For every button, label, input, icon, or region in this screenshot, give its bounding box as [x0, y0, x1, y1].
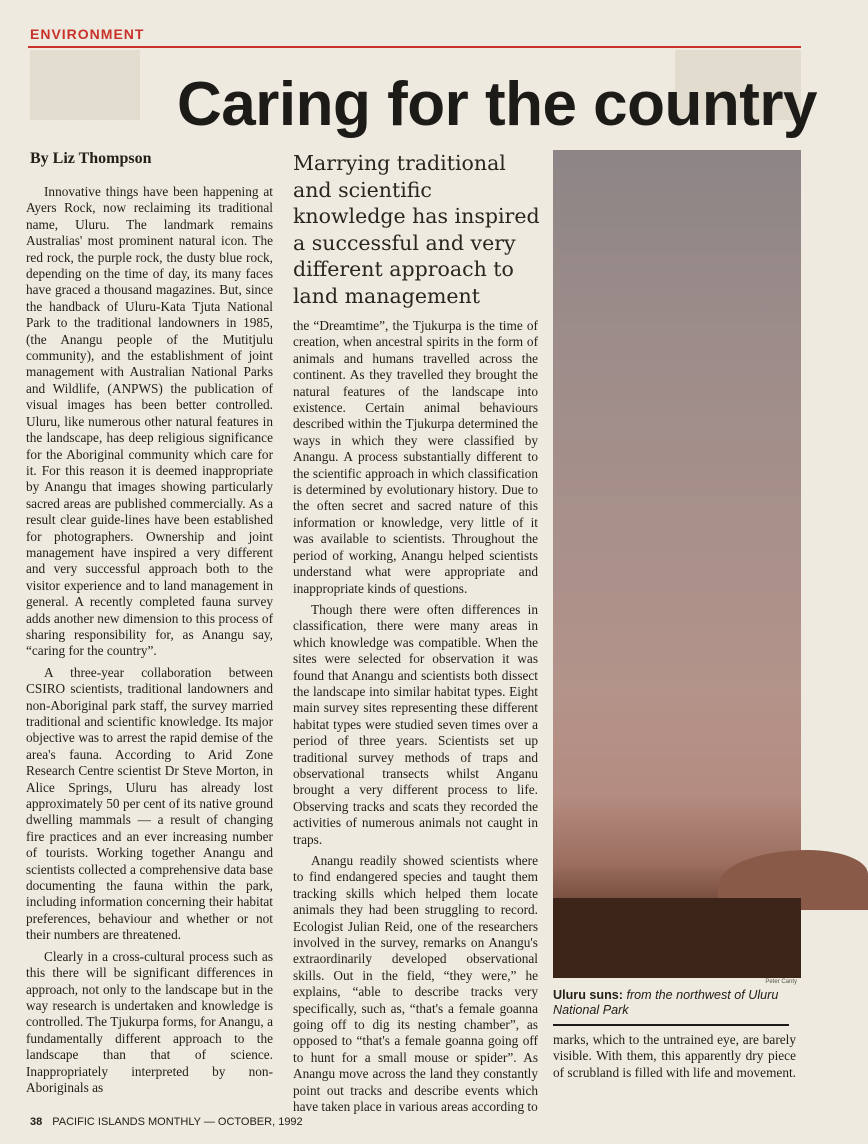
column-3: [553, 1032, 796, 1098]
column-1: [26, 184, 273, 1096]
caption-text: from the northwest of Uluru National Park: [553, 988, 779, 1017]
paragraph: Anangu readily showed scientists where to find endangered species and taught them tracking skills which helped them locate animals they had been struggling to record. Ecologist Julian Reid, one of the researchers involved in the survey, remarks on Anangu's extraordinarily developed observational skills. Out in the field, “they were,” he explains, “able to describe tracks very specifically, such as, “that's a female goanna going off to dig its nesting chamber”, as opposed to “that's a female goanna going off to hunt for a small mouse or spider”. As Anangu move across the land they constantly point out tracks and describe events which have taken place in various areas according to: [293, 853, 538, 1115]
scrubland-ground: [553, 898, 801, 978]
page-footer: [30, 1116, 303, 1128]
paragraph: Innovative things have been happening at Ayers Rock, now reclaiming its traditional name, Uluru. The landmark remains Australias' most prominent natural icon. The red rock, the purple rock, the dusty blue rock, depending on the time of day, its many faces have graced a thousand magazines. But, since the handback of Uluru-Kata Tjuta National Park to the traditional landowners in 1985, (the Anangu people of the Mutitjulu community), and the establishment of joint management with Australian National Parks and Wildlife, (ANPWS) the publication of visual images has been better controlled. Uluru, like numerous other natural features in the landscape, has deep religious significance for the Aboriginal community which care for it. For this reason it is deemed inappropriate by Anangu that images showing particularly sacred areas are published commercially. As a result clear guide-lines have been established for photographers. Ownership and joint management have inspired a very different and very successful approach both to the visitor experience and to land management in general. A recently completed fauna survey adds another new dimension to this process of sharing responsibility for, as Anangu say, “caring for the country”.: [26, 184, 273, 659]
section-rule: [28, 46, 801, 48]
caption-rule: [553, 1024, 789, 1026]
photo-caption: [553, 988, 798, 1018]
paragraph: the “Dreamtime”, the Tjukurpa is the time of creation, when ancestral spirits in the form of animals and humans travelled across the continent. As they travelled they brought the natural features of the landscape into existence. Certain animal behaviours described within the Tjukurpa determined the ways in which they were classified by Anangu. A process substantially different to the scientific approach in which classification is determined by evolutionary history. Due to the often secret and sacred nature of this information or knowledge, very little of it was available to scientists. Throughout the period of working, Anangu helped scientists understand what were appropriate and inappropriate kinds of questions.: [293, 318, 538, 596]
paragraph: Though there were often differences in classification, there were many areas in which knowledge was compatible. When the sites were selected for observation it was found that Anangu and scientists both dissect the landscape into similar habitat types. Eight main survey sites representing these different habitat types were studied seven times over a period of three years. Scientists set up traditional survey methods of traps and observational transects whilst Anganu brought a very different process to life. Observing tracks and scats they recorded the activities of numerous animals not caught in traps.: [293, 601, 538, 847]
paragraph: Clearly in a cross-cultural process such as this there will be significant differences in approach, not only to the landscape but in the way research is undertaken and knowledge is controlled. The Tjukurpa forms, for Anangu, a fundamentally different approach to the landscape than that of science. Inappropriately interpreted by non-Aboriginals as: [26, 948, 273, 1095]
caption-lead: Uluru suns:: [553, 988, 623, 1002]
page-number: 38: [30, 1116, 43, 1128]
column-2: [293, 318, 538, 1115]
publication-line: PACIFIC ISLANDS MONTHLY — OCTOBER, 1992: [52, 1116, 303, 1128]
section-label: ENVIRONMENT: [30, 26, 145, 42]
paragraph: A three-year collaboration between CSIRO scientists, traditional landowners and non-Aboriginal park staff, the survey married traditional and scientific knowledge. Its major objective was to arrest the rapid demise of the area's fauna. According to Arid Zone Research Centre scientist Dr Steve Morton, in Alice Springs, Uluru has already lost approximately 50 per cent of its native ground dwelling mammals — a result of changing fire practices and an ever increasing number of tourists. Working together Anangu and scientists collected a comprehensive data base documenting the fauna within the park, including information concerning their habitat preferences, behaviour and whether or not their numbers are threatened.: [26, 664, 273, 943]
paragraph: marks, which to the untrained eye, are barely visible. With them, this apparently dry piece of scrubland is filled with life and movement.: [553, 1032, 796, 1080]
standfirst: Marrying traditional and scientific knowledge has inspired a successful and very different approach to land management: [293, 151, 540, 308]
photo-credit: Peter Canty: [765, 979, 797, 985]
background-bleed-left: [30, 50, 140, 120]
byline: By Liz Thompson: [30, 150, 152, 167]
headline: Caring for the country: [177, 70, 818, 139]
uluru-photo: [553, 150, 801, 978]
